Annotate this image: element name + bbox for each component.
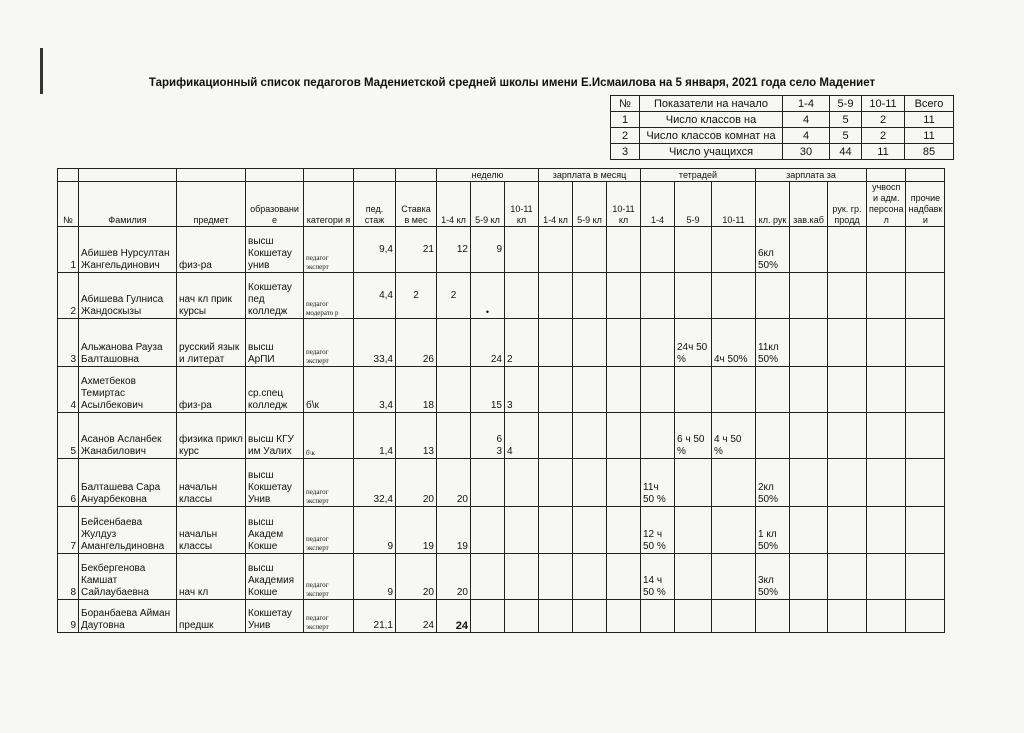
col-subject: предмет [177, 182, 246, 227]
row-subject: начальн классы [177, 459, 246, 507]
summary-table [610, 95, 954, 160]
col-num: № [58, 182, 79, 227]
row-n-5-9: 9 [471, 227, 505, 273]
summary-header-5-9: 5-9 [830, 96, 862, 112]
row-t-1-4 [641, 273, 675, 319]
row-kl-ruk [756, 600, 790, 633]
row-t-1-4: 14 ч 50 % [641, 554, 675, 600]
row-ped-stazh: 3,4 [354, 367, 396, 413]
summary-cell: 5 [830, 112, 862, 128]
summary-row [611, 112, 954, 128]
row-n-1-4 [437, 413, 471, 459]
group-zarplata-mes: зарплата в месяц [539, 169, 641, 182]
row-stavka: 18 [396, 367, 437, 413]
row-name: Асанов Асланбек Жанабилович [79, 413, 177, 459]
row-name: Альжанова Рауза Балташовна [79, 319, 177, 367]
summary-cell: 4 [783, 128, 830, 144]
summary-header-indicator: Показатели на начало [640, 96, 783, 112]
row-t-5-9: 6 ч 50 % [675, 413, 712, 459]
column-header-row [58, 182, 945, 227]
row-name: Бекбергенова Камшат Сайлаубаевна [79, 554, 177, 600]
row-z-10-11 [607, 459, 641, 507]
row-category: педагог эксперт [304, 227, 354, 273]
summary-cell: Число классов на [640, 112, 783, 128]
table-row [58, 319, 945, 367]
row-education: высш Академ Кокше [246, 507, 304, 554]
document-title: Тарификационный список педагогов Мадениетской средней школы имени Е.Исмаилова на 5 января, 2021 года село Мадениет [148, 77, 876, 89]
col-name: Фамилия [79, 182, 177, 227]
row-education: высш КГУ им Уалих [246, 413, 304, 459]
col-ped-stazh: пед. стаж [354, 182, 396, 227]
row-subject: физ-ра [177, 367, 246, 413]
row-z-10-11 [607, 227, 641, 273]
col-n-1-4: 1-4 кл [437, 182, 471, 227]
summary-header-num: № [611, 96, 640, 112]
col-ruk-gr: рук. гр. продд [828, 182, 867, 227]
col-t-5-9: 5-9 [675, 182, 712, 227]
row-n-1-4: 12 [437, 227, 471, 273]
table-row [58, 227, 945, 273]
row-subject: предшк [177, 600, 246, 633]
row-t-1-4 [641, 319, 675, 367]
row-z-5-9 [573, 600, 607, 633]
summary-cell: 85 [905, 144, 954, 160]
group-tetradei: тетрадей [641, 169, 756, 182]
row-name: Бейсенбаева Жулдуз Амангельдиновна [79, 507, 177, 554]
row-num: 9 [58, 600, 79, 633]
col-zav-kab: зав.каб [790, 182, 828, 227]
row-name: Балташева Сара Ануарбековна [79, 459, 177, 507]
row-kl-ruk: 2кл 50% [756, 459, 790, 507]
row-z-1-4 [539, 554, 573, 600]
row-stavka: 21 [396, 227, 437, 273]
table-row [58, 554, 945, 600]
row-n-10-11: 2 [505, 319, 539, 367]
summary-header-1-4: 1-4 [783, 96, 830, 112]
table-row [58, 507, 945, 554]
summary-cell: 11 [905, 128, 954, 144]
row-num: 2 [58, 273, 79, 319]
row-z-10-11 [607, 273, 641, 319]
summary-cell: 1 [611, 112, 640, 128]
row-ped-stazh: 32,4 [354, 459, 396, 507]
row-n-5-9 [471, 273, 505, 319]
col-z-10-11: 10-11 кл [607, 182, 641, 227]
row-z-1-4 [539, 600, 573, 633]
row-n-5-9 [471, 554, 505, 600]
summary-header-row [611, 96, 954, 112]
row-t-1-4: 11ч 50 % [641, 459, 675, 507]
row-ped-stazh: 21,1 [354, 600, 396, 633]
row-n-10-11 [505, 507, 539, 554]
row-num: 8 [58, 554, 79, 600]
row-category: педагог эксперт [304, 600, 354, 633]
col-z-5-9: 5-9 кл [573, 182, 607, 227]
row-n-1-4: 24 [437, 600, 471, 633]
row-ped-stazh: 4,4 [354, 273, 396, 319]
summary-cell: 2 [611, 128, 640, 144]
summary-cell: Число учащихся [640, 144, 783, 160]
row-z-5-9 [573, 413, 607, 459]
col-prochie: прочие надбавк и [906, 182, 945, 227]
summary-cell: 2 [862, 128, 905, 144]
row-ped-stazh: 9,4 [354, 227, 396, 273]
row-category: б\к [304, 367, 354, 413]
col-n-10-11: 10-11 кл [505, 182, 539, 227]
row-n-1-4: 2 [437, 273, 471, 319]
row-stavka: 20 [396, 459, 437, 507]
row-subject: начальн классы [177, 507, 246, 554]
row-n-5-9: 24 [471, 319, 505, 367]
row-n-1-4: 19 [437, 507, 471, 554]
row-n-1-4 [437, 367, 471, 413]
row-education: высш АрПИ [246, 319, 304, 367]
row-stavka: 26 [396, 319, 437, 367]
row-kl-ruk: 3кл 50% [756, 554, 790, 600]
row-stavka: 20 [396, 554, 437, 600]
row-t-10-11: 4 ч 50 % [712, 413, 756, 459]
row-z-10-11 [607, 600, 641, 633]
group-zarplata-za: зарплата за [756, 169, 867, 182]
summary-header-total: Всего [905, 96, 954, 112]
row-t-10-11 [712, 554, 756, 600]
row-t-10-11 [712, 367, 756, 413]
row-t-10-11 [712, 273, 756, 319]
row-category: педагог эксперт [304, 554, 354, 600]
summary-cell: 5 [830, 128, 862, 144]
row-name: Абишев Нурсултан Жангельдинович [79, 227, 177, 273]
row-z-5-9 [573, 554, 607, 600]
row-t-1-4 [641, 367, 675, 413]
row-num: 5 [58, 413, 79, 459]
row-n-10-11 [505, 600, 539, 633]
row-t-1-4 [641, 600, 675, 633]
row-kl-ruk [756, 367, 790, 413]
row-ped-stazh: 33,4 [354, 319, 396, 367]
row-stavka: 19 [396, 507, 437, 554]
summary-cell: Число классов комнат на [640, 128, 783, 144]
row-education: высш Кокшетау унив [246, 227, 304, 273]
row-n-5-9 [471, 459, 505, 507]
row-t-5-9 [675, 554, 712, 600]
row-num: 4 [58, 367, 79, 413]
row-n-5-9: 6 3 [471, 413, 505, 459]
row-subject: нач кл [177, 554, 246, 600]
row-num: 1 [58, 227, 79, 273]
row-z-10-11 [607, 367, 641, 413]
row-z-5-9 [573, 367, 607, 413]
summary-cell: 44 [830, 144, 862, 160]
row-t-5-9 [675, 600, 712, 633]
row-t-10-11 [712, 227, 756, 273]
row-kl-ruk: 1 кл 50% [756, 507, 790, 554]
row-education: ср.спец колледж [246, 367, 304, 413]
row-t-10-11 [712, 507, 756, 554]
row-ped-stazh: 9 [354, 507, 396, 554]
row-z-5-9 [573, 459, 607, 507]
group-nedelyu: неделю [437, 169, 539, 182]
row-stavka: 13 [396, 413, 437, 459]
row-t-5-9 [675, 227, 712, 273]
row-n-10-11 [505, 554, 539, 600]
row-education: Кокшетау пед колледж [246, 273, 304, 319]
row-n-10-11: 4 [505, 413, 539, 459]
row-ped-stazh: 1,4 [354, 413, 396, 459]
row-education: высш Кокшетау Унив [246, 459, 304, 507]
summary-cell: 3 [611, 144, 640, 160]
row-category: педагог эксперт [304, 459, 354, 507]
table-row [58, 600, 945, 633]
row-n-10-11 [505, 273, 539, 319]
row-name: Боранбаева Айман Даутовна [79, 600, 177, 633]
row-z-10-11 [607, 319, 641, 367]
row-num: 7 [58, 507, 79, 554]
row-category: педагог эксперт [304, 507, 354, 554]
row-z-5-9 [573, 507, 607, 554]
table-row [58, 459, 945, 507]
row-subject: физика прикл курс [177, 413, 246, 459]
row-t-10-11 [712, 600, 756, 633]
row-kl-ruk: 11кл 50% [756, 319, 790, 367]
row-category: педагог эксперт [304, 319, 354, 367]
row-z-10-11 [607, 413, 641, 459]
row-t-5-9 [675, 273, 712, 319]
summary-row [611, 144, 954, 160]
row-n-1-4 [437, 319, 471, 367]
col-t-1-4: 1-4 [641, 182, 675, 227]
summary-cell: 2 [862, 112, 905, 128]
row-z-1-4 [539, 507, 573, 554]
row-subject: нач кл прик курсы [177, 273, 246, 319]
row-t-5-9 [675, 459, 712, 507]
summary-cell: 30 [783, 144, 830, 160]
tariff-table [57, 168, 945, 633]
col-z-1-4: 1-4 кл [539, 182, 573, 227]
summary-row [611, 128, 954, 144]
row-t-1-4: 12 ч 50 % [641, 507, 675, 554]
row-kl-ruk: 6кл 50% [756, 227, 790, 273]
row-z-1-4 [539, 227, 573, 273]
ink-dot: • [485, 307, 490, 317]
row-kl-ruk [756, 273, 790, 319]
row-num: 3 [58, 319, 79, 367]
row-n-1-4: 20 [437, 459, 471, 507]
summary-cell: 11 [862, 144, 905, 160]
row-education: высш Академия Кокше [246, 554, 304, 600]
summary-cell: 4 [783, 112, 830, 128]
col-category: категори я [304, 182, 354, 227]
col-uchvosp: учвосп и адм. персона л [867, 182, 906, 227]
row-t-10-11 [712, 459, 756, 507]
col-stavka: Ставка в мес [396, 182, 437, 227]
row-z-5-9 [573, 319, 607, 367]
row-z-1-4 [539, 367, 573, 413]
row-n-5-9: 15 [471, 367, 505, 413]
row-n-5-9 [471, 507, 505, 554]
row-z-10-11 [607, 554, 641, 600]
row-n-1-4: 20 [437, 554, 471, 600]
row-z-1-4 [539, 459, 573, 507]
group-header-row [58, 169, 945, 182]
table-row [58, 367, 945, 413]
row-name: Абишева Гулниса Жандоскызы [79, 273, 177, 319]
row-stavka: 24 [396, 600, 437, 633]
row-subject: русский язык и литерат [177, 319, 246, 367]
row-n-10-11: 3 [505, 367, 539, 413]
row-category: б\к [304, 413, 354, 459]
row-t-1-4 [641, 227, 675, 273]
row-z-1-4 [539, 413, 573, 459]
row-n-10-11 [505, 227, 539, 273]
row-t-5-9 [675, 507, 712, 554]
row-z-10-11 [607, 507, 641, 554]
table-row [58, 413, 945, 459]
row-stavka: 2 [396, 273, 437, 319]
row-education: Кокшетау Унив [246, 600, 304, 633]
row-z-1-4 [539, 319, 573, 367]
row-n-10-11 [505, 459, 539, 507]
row-category: педагог модерато р [304, 273, 354, 319]
col-kl-ruk: кл. рук [756, 182, 790, 227]
summary-header-10-11: 10-11 [862, 96, 905, 112]
summary-cell: 11 [905, 112, 954, 128]
row-subject: физ-ра [177, 227, 246, 273]
row-z-5-9 [573, 273, 607, 319]
row-name: Ахметбеков Темиртас Асылбекович [79, 367, 177, 413]
row-t-5-9: 24ч 50 % [675, 319, 712, 367]
col-n-5-9: 5-9 кл [471, 182, 505, 227]
row-ped-stazh: 9 [354, 554, 396, 600]
row-t-5-9 [675, 367, 712, 413]
row-n-5-9 [471, 600, 505, 633]
row-z-1-4 [539, 273, 573, 319]
row-t-10-11: 4ч 50% [712, 319, 756, 367]
table-row [58, 273, 945, 319]
col-t-10-11: 10-11 [712, 182, 756, 227]
row-kl-ruk [756, 413, 790, 459]
col-education: образовани е [246, 182, 304, 227]
row-num: 6 [58, 459, 79, 507]
row-t-1-4 [641, 413, 675, 459]
row-z-5-9 [573, 227, 607, 273]
